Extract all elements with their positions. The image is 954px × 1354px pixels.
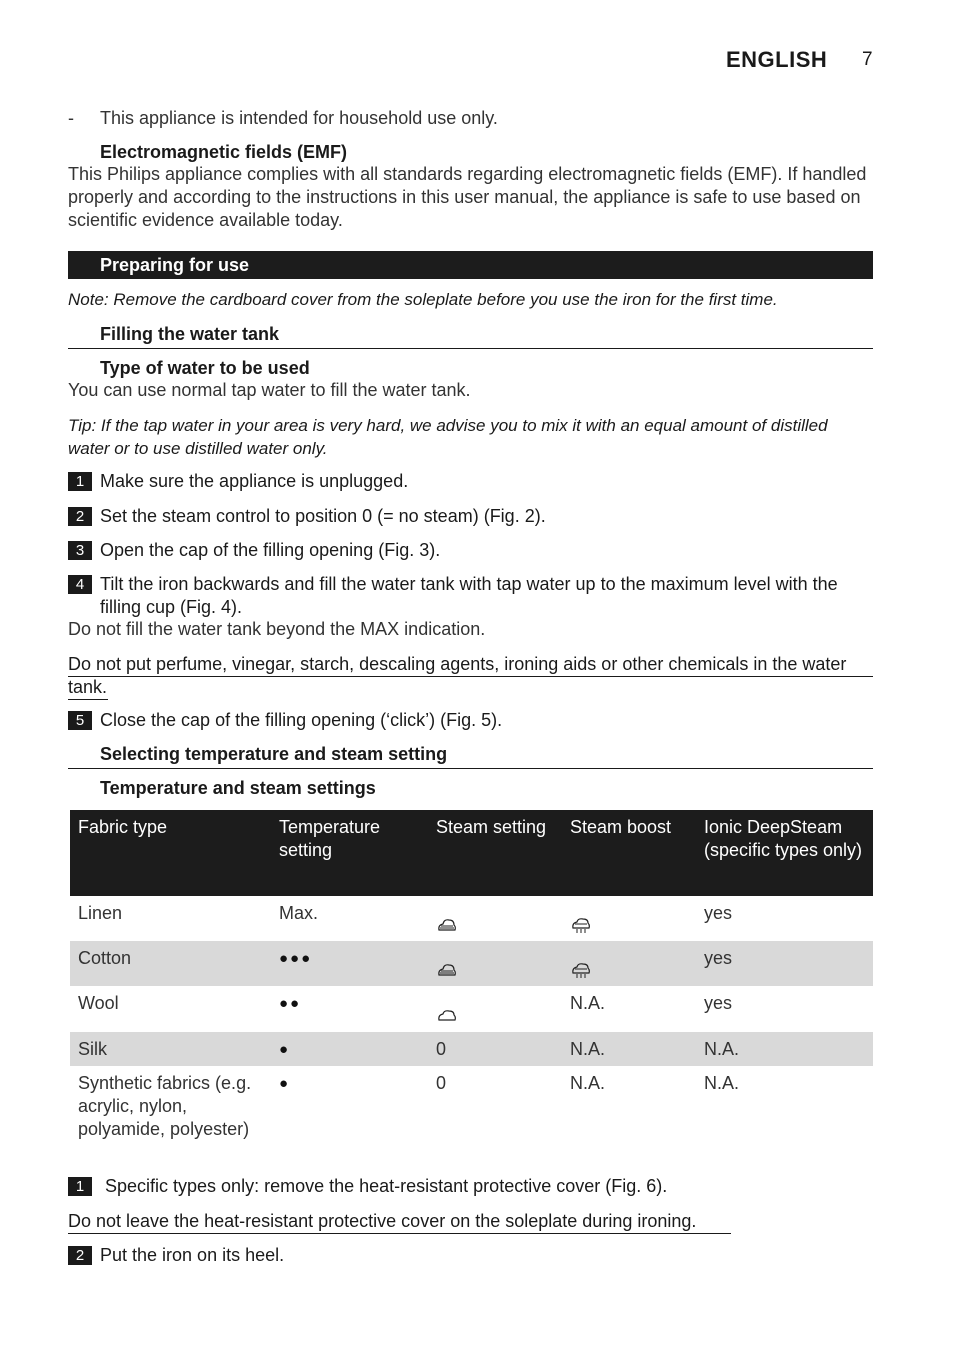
ionic-cell: N.A. bbox=[704, 1073, 740, 1093]
step-number: 1 bbox=[68, 472, 92, 491]
table-header bbox=[70, 810, 873, 896]
step-text: Close the cap of the filling opening (‘click’) (Fig. 5). bbox=[100, 710, 503, 730]
header-fabric-type: Fabric type bbox=[78, 817, 168, 837]
temperature-dots: ● bbox=[279, 1075, 291, 1092]
step-text: Specific types only: remove the heat-resistant protective cover (Fig. 6). bbox=[105, 1176, 668, 1196]
steam-cell: 0 bbox=[436, 1039, 447, 1059]
chemicals-warning: Do not put perfume, vinegar, starch, descaling agents, ironing aids or other chemicals in the water tank. bbox=[68, 654, 847, 697]
header-ionic-deepsteam: Ionic DeepSteam (specific types only) bbox=[704, 817, 863, 860]
header-temperature: Temperature setting bbox=[279, 817, 381, 860]
note-text: Note: Remove the cardboard cover from the soleplate before you use the iron for the first time. bbox=[68, 290, 778, 309]
step-number: 3 bbox=[68, 541, 92, 560]
emf-heading: Electromagnetic fields (EMF) bbox=[100, 142, 348, 162]
ionic-cell: yes bbox=[704, 948, 733, 968]
chemicals-warning-underline bbox=[68, 676, 873, 677]
table-row bbox=[70, 896, 873, 941]
step-number: 5 bbox=[68, 711, 92, 730]
preparing-banner bbox=[68, 251, 873, 279]
table-row bbox=[70, 1032, 873, 1066]
preparing-banner-title: Preparing for use bbox=[100, 255, 250, 275]
table-row bbox=[70, 941, 873, 986]
steam-cell: 0 bbox=[436, 1073, 447, 1093]
ionic-cell: N.A. bbox=[704, 1039, 740, 1059]
step-number: 4 bbox=[68, 575, 92, 594]
boost-cell: N.A. bbox=[570, 1039, 606, 1059]
boost-cell: N.A. bbox=[570, 993, 606, 1013]
table-row bbox=[70, 986, 873, 1032]
steam-high-icon bbox=[437, 963, 457, 977]
fabric-cell: Synthetic fabrics (e.g. acrylic, nylon, polyamide, polyester) bbox=[78, 1073, 252, 1139]
header-steam-boost: Steam boost bbox=[570, 817, 672, 837]
ionic-cell: yes bbox=[704, 993, 733, 1013]
temperature-cell: Max. bbox=[279, 903, 319, 923]
language-label: ENGLISH bbox=[726, 47, 828, 72]
boost-cell: N.A. bbox=[570, 1073, 606, 1093]
max-indication-text: Do not fill the water tank beyond the MAX indication. bbox=[68, 619, 486, 639]
temperature-dots: ●●● bbox=[279, 950, 313, 967]
bullet-dash: - bbox=[68, 108, 74, 128]
emf-text: This Philips appliance complies with all standards regarding electromagnetic fields (EMF). If handled properly and according to the instructions in this user manual, the appliance is safe to use based on scientific evidence available today. bbox=[68, 164, 867, 230]
water-type-text: You can use normal tap water to fill the water tank. bbox=[68, 380, 471, 400]
settings-table bbox=[70, 810, 873, 1150]
chemicals-warning-underline bbox=[68, 699, 108, 700]
temperature-dots: ● bbox=[279, 1041, 291, 1058]
selecting-heading: Selecting temperature and steam setting bbox=[100, 744, 448, 764]
fabric-cell: Cotton bbox=[78, 948, 132, 968]
tip-text: Tip: If the tap water in your area is very hard, we advise you to mix it with an equal amount of distilled water or to use distilled water only. bbox=[68, 416, 828, 458]
steam-low-icon bbox=[437, 1010, 457, 1022]
water-type-heading: Type of water to be used bbox=[100, 358, 310, 378]
step-text: Put the iron on its heel. bbox=[100, 1245, 285, 1265]
step-text: Tilt the iron backwards and fill the water tank with tap water up to the maximum level with the filling cup (Fig. 4). bbox=[100, 574, 838, 617]
cover-warning-underline bbox=[68, 1233, 731, 1234]
step-text: Open the cap of the filling opening (Fig. 3). bbox=[100, 540, 441, 560]
fabric-cell: Linen bbox=[78, 903, 123, 923]
cover-warning: Do not leave the heat-resistant protective cover on the soleplate during ironing. bbox=[68, 1211, 697, 1231]
step-number: 2 bbox=[68, 507, 92, 526]
selecting-rule bbox=[68, 768, 873, 769]
step-text: Set the steam control to position 0 (= no steam) (Fig. 2). bbox=[100, 506, 546, 526]
page-number: 7 bbox=[862, 49, 873, 70]
fabric-cell: Silk bbox=[78, 1039, 108, 1059]
fabric-cell: Wool bbox=[78, 993, 119, 1013]
settings-heading: Temperature and steam settings bbox=[100, 778, 376, 798]
step-number: 2 bbox=[68, 1246, 92, 1265]
ionic-cell: yes bbox=[704, 903, 733, 923]
step-text: Make sure the appliance is unplugged. bbox=[100, 471, 409, 491]
header-steam-setting: Steam setting bbox=[436, 817, 547, 837]
table-row bbox=[70, 1066, 873, 1150]
temperature-dots: ●● bbox=[279, 995, 302, 1012]
filling-rule bbox=[68, 348, 873, 349]
steam-high-icon bbox=[437, 918, 457, 932]
step-number: 1 bbox=[68, 1177, 92, 1196]
steam-boost-icon bbox=[571, 918, 591, 934]
household-use-text: This appliance is intended for household use only. bbox=[100, 108, 498, 128]
filling-heading: Filling the water tank bbox=[100, 324, 280, 344]
steam-boost-icon bbox=[571, 963, 591, 979]
